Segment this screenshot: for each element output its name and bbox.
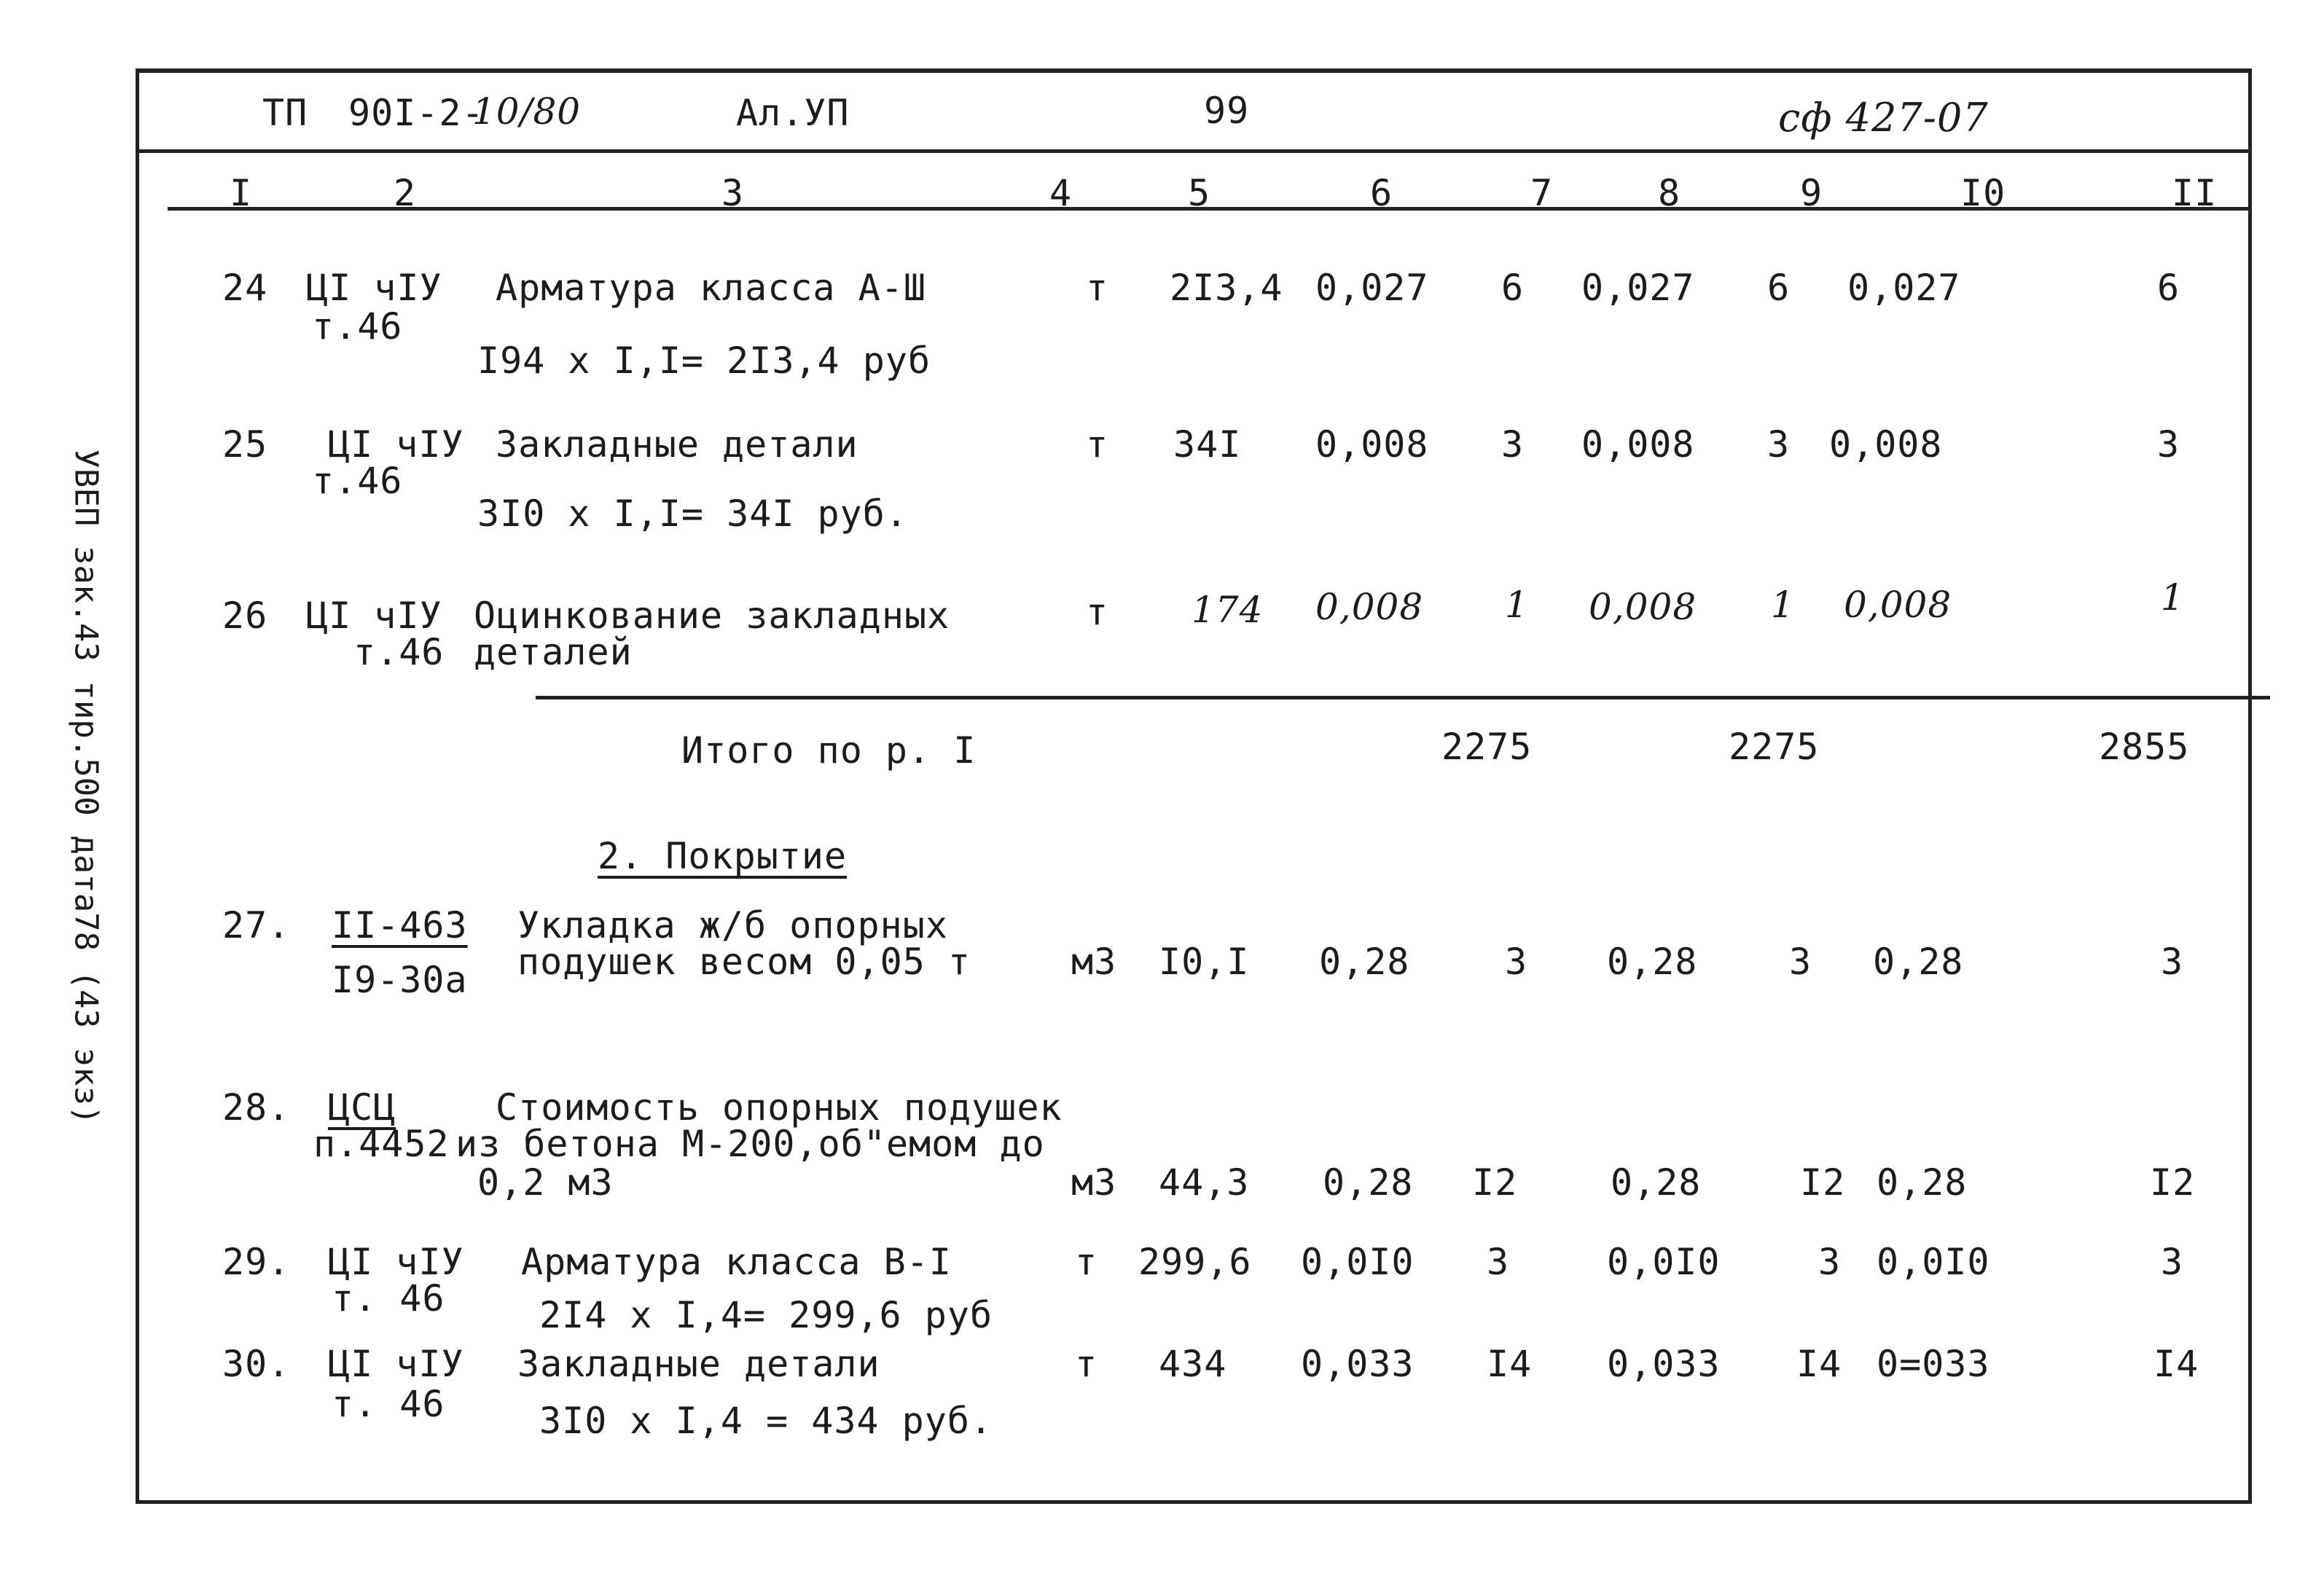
row-24-number: 24 <box>222 267 268 309</box>
row-27-col6: 0,28 <box>1319 941 1410 983</box>
row-26-col10: 0,008 <box>1844 584 1952 626</box>
header-tp: ТП <box>262 92 308 134</box>
row-24-unit: т <box>1086 267 1109 309</box>
header-album: Ал.УП <box>736 92 850 134</box>
row-27-col8: 0,28 <box>1607 941 1698 983</box>
row-27-description-cont: подушек весом 0,05 т <box>517 941 971 983</box>
row-24-col6: 0,027 <box>1315 267 1429 309</box>
row-24-price: 2I3,4 <box>1170 267 1283 309</box>
row-25-col9: 3 <box>1767 423 1791 466</box>
row-27-col9: 3 <box>1789 941 1812 983</box>
row-28-col8: 0,28 <box>1611 1161 1702 1204</box>
row-30-col10: 0=033 <box>1877 1343 1990 1385</box>
row-24-col11: 6 <box>2157 267 2180 309</box>
header-doc: 90I-2- <box>348 92 485 134</box>
row-26-col9: 1 <box>1771 584 1795 626</box>
row-28-price: 44,3 <box>1159 1161 1250 1204</box>
row-27-col11: 3 <box>2161 941 2184 983</box>
row-26-col7: 1 <box>1505 584 1529 626</box>
row-29-col9: 3 <box>1818 1241 1842 1283</box>
row-29-col11: 3 <box>2161 1241 2184 1283</box>
row-28-col9: I2 <box>1800 1161 1846 1204</box>
row-28-description: Стоимость опорных подушек <box>496 1086 1063 1129</box>
row-27-col7: 3 <box>1505 941 1528 983</box>
col-num-6: 6 <box>1370 172 1393 214</box>
row-28-col11: I2 <box>2150 1161 2196 1204</box>
col-num-1: I <box>230 172 253 214</box>
total-col11: 2855 <box>2099 726 2190 768</box>
row-28-col10: 0,28 <box>1877 1161 1968 1204</box>
row-25-col6: 0,008 <box>1315 423 1429 466</box>
row-27-code: II-463 <box>332 904 468 946</box>
row-28-number: 28. <box>222 1086 291 1129</box>
total-rule <box>536 696 2270 699</box>
col-num-10: I0 <box>1960 172 2006 214</box>
row-25-code: ЦI чIУ <box>328 423 464 466</box>
row-25-number: 25 <box>222 423 268 466</box>
col-num-5: 5 <box>1188 172 1211 214</box>
row-24-col10: 0,027 <box>1847 267 1961 309</box>
row-29-calculation: 2I4 х I,4= 299,6 руб <box>539 1294 993 1336</box>
row-30-calculation: 3I0 х I,4 = 434 руб. <box>539 1400 993 1442</box>
row-26-price: 174 <box>1192 589 1264 631</box>
row-30-col8: 0,033 <box>1607 1343 1721 1385</box>
header-divider <box>136 149 2252 153</box>
row-30-description: Закладные детали <box>517 1343 880 1385</box>
col-num-9: 9 <box>1800 172 1823 214</box>
row-27-unit: м3 <box>1071 941 1117 983</box>
row-24-col9: 6 <box>1767 267 1791 309</box>
row-28-description-cont2: 0,2 м3 <box>477 1161 614 1204</box>
row-30-code: ЦI чIУ <box>328 1343 464 1385</box>
row-29-number: 29. <box>222 1241 291 1283</box>
row-29-price: 299,6 <box>1138 1241 1252 1283</box>
row-29-code-table: т. 46 <box>332 1277 445 1320</box>
row-29-col10: 0,0I0 <box>1877 1241 1990 1283</box>
row-30-price: 434 <box>1159 1343 1227 1385</box>
row-25-code-table: т.46 <box>312 460 403 502</box>
row-27-col10: 0,28 <box>1873 941 1964 983</box>
row-26-code: ЦI чIУ <box>306 595 442 637</box>
col-num-11: II <box>2172 172 2218 214</box>
row-30-col11: I4 <box>2153 1343 2199 1385</box>
row-28-description-cont: из бетона М-200,об"емом до <box>455 1123 1045 1165</box>
row-30-number: 30. <box>222 1343 291 1385</box>
row-26-col8: 0,008 <box>1589 586 1697 628</box>
col-num-4: 4 <box>1049 172 1073 214</box>
row-26-description-cont: деталей <box>474 631 633 673</box>
row-25-col7: 3 <box>1501 423 1525 466</box>
row-28-code-item: п.4452 <box>313 1123 450 1165</box>
row-28-code: ЦСЦ <box>328 1086 396 1129</box>
row-24-col8: 0,027 <box>1581 267 1695 309</box>
row-26-number: 26 <box>222 595 268 637</box>
row-25-price: 34I <box>1173 423 1242 466</box>
row-27-description: Укладка ж/б опорных <box>517 904 948 946</box>
section-title: 2. Покрытие <box>598 835 848 877</box>
row-25-unit: т <box>1086 423 1109 466</box>
row-27-code-table: I9-30а <box>332 959 468 1001</box>
row-25-description: Закладные детали <box>496 423 858 466</box>
col-num-3: 3 <box>721 172 745 214</box>
row-26-description: Оцинкование закладных <box>474 595 950 637</box>
col-num-7: 7 <box>1530 172 1554 214</box>
row-29-description: Арматура класса В-I <box>521 1241 952 1283</box>
row-27-number: 27. <box>222 904 291 946</box>
row-29-col8: 0,0I0 <box>1607 1241 1721 1283</box>
row-29-col7: 3 <box>1487 1241 1510 1283</box>
header-doc-handwritten: 10/80 <box>472 90 582 133</box>
row-26-col11: 1 <box>2161 576 2185 619</box>
row-24-col7: 6 <box>1501 267 1525 309</box>
row-30-unit: т <box>1075 1343 1098 1385</box>
header-ref: сф 427-07 <box>1778 95 1989 141</box>
row-30-col6: 0,033 <box>1301 1343 1415 1385</box>
col-num-8: 8 <box>1658 172 1681 214</box>
row-28-col7: I2 <box>1472 1161 1518 1204</box>
row-27-price: I0,I <box>1159 941 1250 983</box>
row-24-calculation: I94 х I,I= 2I3,4 руб <box>477 340 931 382</box>
row-24-description: Арматура класса А-Ш <box>496 267 926 309</box>
header-page: 99 <box>1204 90 1250 132</box>
row-25-col10: 0,008 <box>1829 423 1943 466</box>
row-24-code: ЦI чIУ <box>306 267 442 309</box>
col-num-2: 2 <box>394 172 417 214</box>
total-col9: 2275 <box>1729 726 1820 768</box>
row-26-col6: 0,008 <box>1315 586 1424 628</box>
row-26-code-table: т.46 <box>353 631 445 673</box>
row-28-col6: 0,28 <box>1323 1161 1414 1204</box>
row-30-col7: I4 <box>1487 1343 1533 1385</box>
total-label: Итого по р. I <box>681 729 977 772</box>
row-24-code-table: т.46 <box>312 305 403 348</box>
row-28-unit: м3 <box>1071 1161 1117 1204</box>
side-note: УВЕП зак.43 тир.500 дата78 (43 экз) <box>67 449 105 1125</box>
row-29-code: ЦI чIУ <box>328 1241 464 1283</box>
row-26-unit: т <box>1086 591 1109 633</box>
row-25-calculation: 3I0 х I,I= 34I руб. <box>477 493 908 535</box>
row-25-col8: 0,008 <box>1581 423 1695 466</box>
total-col7: 2275 <box>1441 726 1533 768</box>
row-30-col9: I4 <box>1796 1343 1842 1385</box>
row-29-unit: т <box>1075 1241 1098 1283</box>
row-30-code-table: т. 46 <box>332 1383 445 1425</box>
row-25-col11: 3 <box>2157 423 2180 466</box>
row-29-col6: 0,0I0 <box>1301 1241 1415 1283</box>
